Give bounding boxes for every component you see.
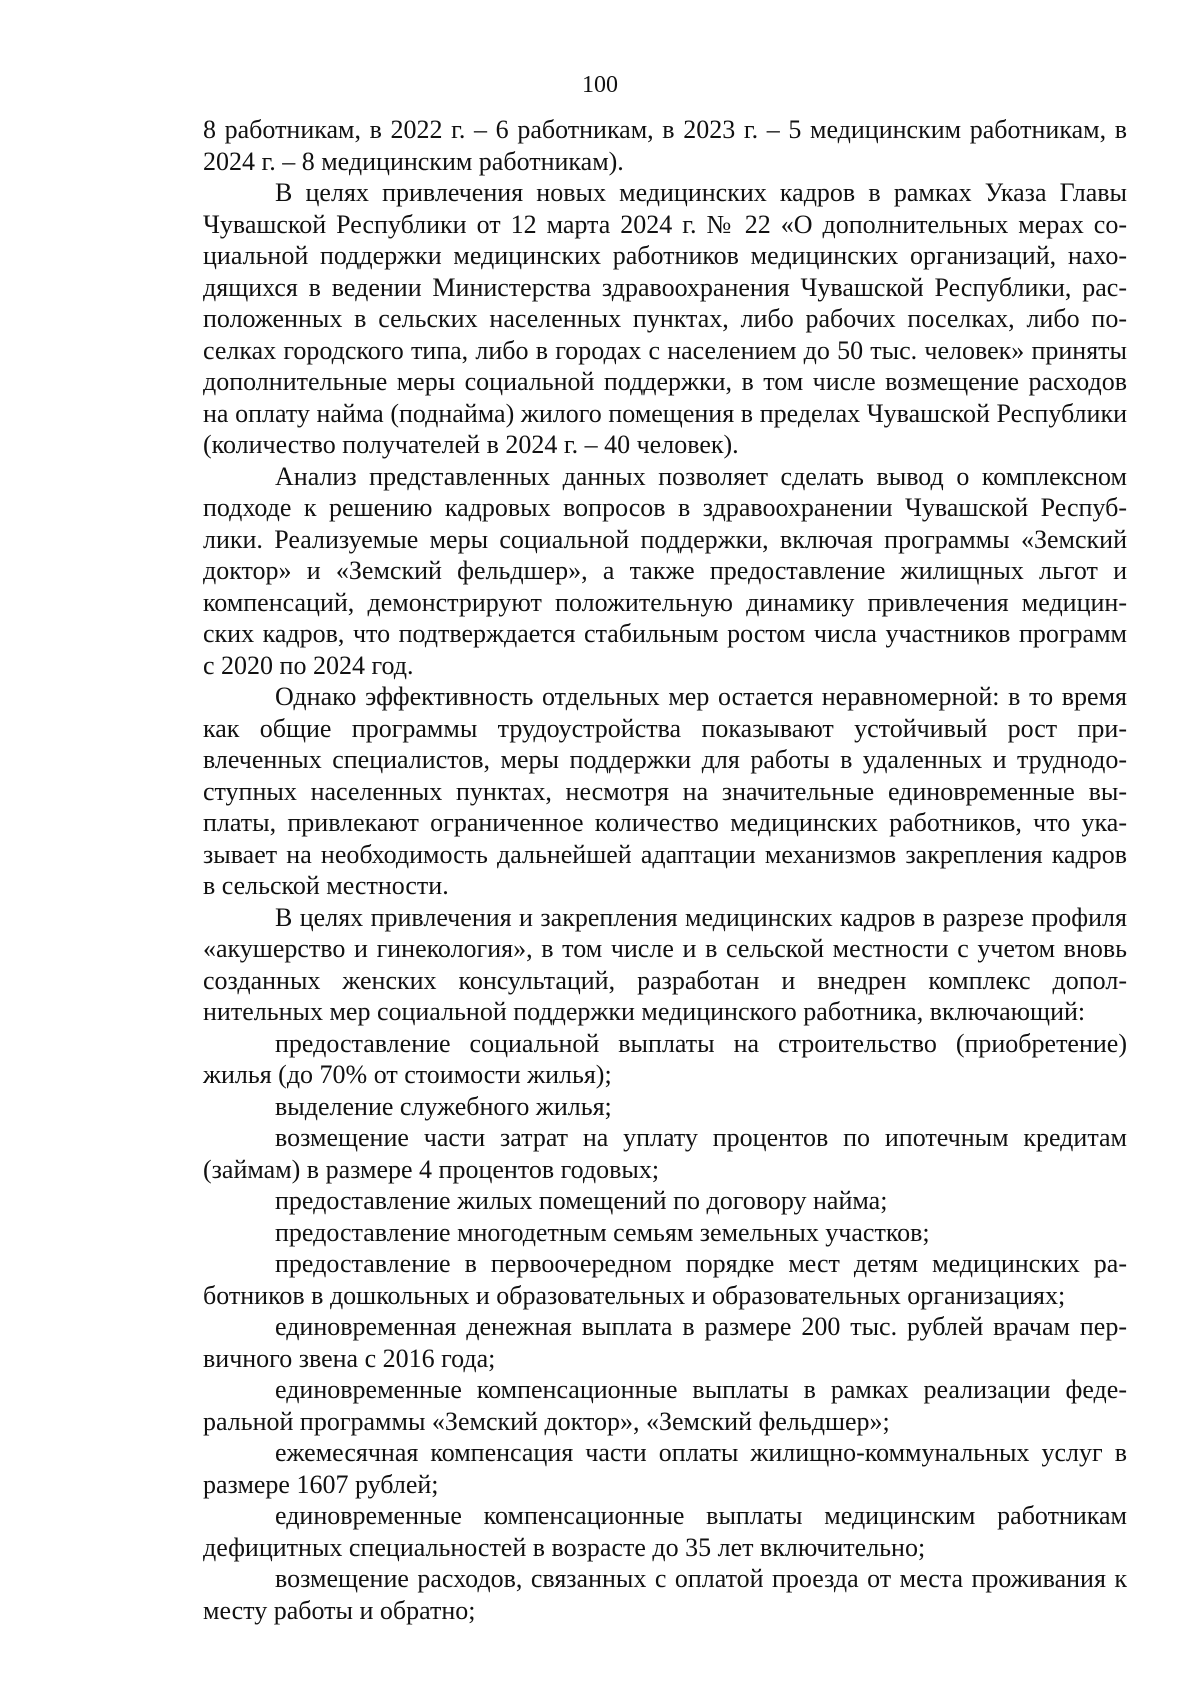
paragraph-effectiveness: Однако эффективность отдельных мер остается неравномерной: в то время как общие программы трудоустройства показывают устойчивый рост привлеченных специалистов, меры поддержки для работы в удаленных и труднодоступных населенных пунктах, несмотря на значительные единовременные выплаты, привлекают ограниченное количество медицинских работников, что указывает на необходимость дальнейшей адаптации механизмов закрепления кадров в сельской местности. bbox=[203, 682, 1127, 900]
paragraph-continuation: 8 работникам, в 2022 г. – 6 работникам, в 2023 г. – 5 медицинским работникам, в 2024 г. – 8 медицинским работникам). bbox=[203, 115, 1127, 176]
measure-item: предоставление в первоочередном порядке мест детям медицинских работников в дошкольных и образовательных и образовательных организациях; bbox=[203, 1249, 1127, 1310]
measure-item: возмещение расходов, связанных с оплатой проезда от места проживания к месту работы и обратно; bbox=[203, 1564, 1127, 1625]
measure-item: предоставление социальной выплаты на строительство (приобретение) жилья (до 70% от стоимости жилья); bbox=[203, 1028, 1127, 1089]
measure-item: единовременные компенсационные выплаты медицинским работникам дефицитных специальностей в возрасте до 35 лет включительно; bbox=[203, 1501, 1127, 1562]
measure-item: выделение служебного жилья; bbox=[275, 1091, 612, 1121]
measure-item: предоставление жилых помещений по договору найма; bbox=[275, 1186, 888, 1215]
paragraph-analysis: Анализ представленных данных позволяет сделать вывод о комплексном подходе к решению кадровых вопросов в здравоохранении Чувашской Республики. Реализуемые меры социальной поддержки, включая программы «Земский доктор» и «Земский фельдшер», а также предоставление жилищных льгот и компенсаций, демонстрируют положительную динамику привлечения медицинских кадров, что подтверждается стабильным ростом числа участников программ с 2020 по 2024 год. bbox=[203, 461, 1127, 680]
paragraph-obstetrics: В целях привлечения и закрепления медицинских кадров в разрезе профиля «акушерство и гинекология», в том числе и в сельской местности с учетом вновь созданных женских консультаций, разработан и внедрен комплекс дополнительных мер социальной поддержки медицинского работника, включающий: bbox=[203, 902, 1127, 1026]
page-number: 100 bbox=[582, 72, 618, 98]
measure-item: ежемесячная компенсация части оплаты жилищно-коммунальных услуг в размере 1607 рублей; bbox=[203, 1438, 1127, 1499]
measure-item: предоставление многодетным семьям земельных участков; bbox=[275, 1217, 930, 1247]
document-body bbox=[203, 114, 1127, 1626]
measures-list bbox=[203, 1028, 1127, 1627]
paragraph-decree: В целях привлечения новых медицинских кадров в рамках Указа Главы Чувашской Республики от 12 марта 2024 г. № 22 «О дополнительных мерах социальной поддержки медицинских работников медицинских организаций, находящихся в ведении Министерства здравоохранения Чувашской Республики, расположенных в сельских населенных пунктах, либо рабочих поселках, либо поселках городского типа, либо в городах с населением до 50 тыс. человек» приняты дополнительные меры социальной поддержки, в том числе возмещение расходов на оплату найма (поднайма) жилого помещения в пределах Чувашской Республики (количество получателей в 2024 г. – 40 человек). bbox=[203, 178, 1127, 459]
measure-item: единовременные компенсационные выплаты в рамках реализации федеральной программы «Земский доктор», «Земский фельдшер»; bbox=[203, 1375, 1127, 1436]
measure-item: единовременная денежная выплата в размере 200 тыс. рублей врачам первичного звена с 2016 года; bbox=[203, 1312, 1127, 1373]
measure-item: возмещение части затрат на уплату процентов по ипотечным кредитам (займам) в размере 4 процентов годовых; bbox=[203, 1123, 1127, 1184]
